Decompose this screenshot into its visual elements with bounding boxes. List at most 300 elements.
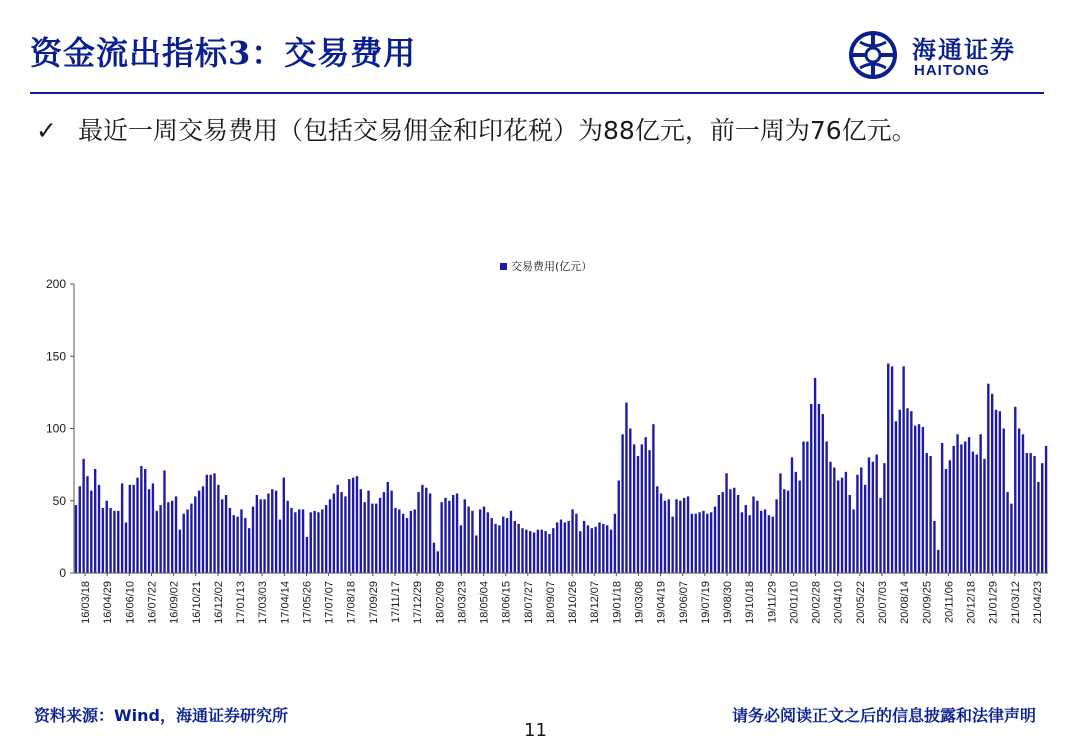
x-tick-label: 16/07/22 [146, 581, 159, 624]
bar [610, 530, 612, 573]
bar [918, 424, 920, 573]
bar [764, 509, 766, 573]
bar [614, 514, 616, 573]
bar [725, 473, 727, 573]
bar [860, 468, 862, 573]
bar [348, 479, 350, 573]
bar [102, 508, 104, 573]
bar [252, 507, 254, 573]
bar [852, 509, 854, 573]
x-tick-label: 17/11/17 [390, 581, 402, 624]
x-tick-label: 20/07/03 [877, 581, 889, 624]
y-tick-label: 150 [45, 349, 66, 364]
bar [983, 459, 985, 573]
bar [1037, 482, 1039, 573]
summary-text: 最近一周交易费用（包括交易佣金和印花税）为88亿元，前一周为76亿元。 [78, 116, 917, 145]
bar [398, 509, 400, 573]
bar [818, 404, 820, 573]
bar [926, 453, 928, 573]
x-tick-label: 18/07/27 [522, 581, 535, 624]
bar [806, 442, 808, 574]
bar [460, 525, 462, 573]
bar [960, 444, 962, 573]
bar [675, 499, 677, 573]
bar [294, 512, 296, 573]
bar [733, 488, 735, 573]
bar [333, 494, 335, 573]
bar [186, 509, 188, 573]
bar [109, 508, 111, 573]
bar [564, 522, 566, 573]
bar [933, 521, 935, 573]
bar [787, 491, 789, 573]
bar [125, 522, 127, 573]
bar [791, 457, 793, 573]
bar [267, 494, 269, 573]
source-note: 资料来源：Wind，海通证券研究所 [34, 706, 288, 725]
bar [972, 452, 974, 573]
bar [652, 424, 654, 573]
bar [206, 475, 208, 573]
bar [421, 485, 423, 573]
bar [117, 511, 119, 573]
bar [394, 508, 396, 573]
bar [1029, 453, 1031, 573]
bar [991, 394, 993, 573]
bar [618, 481, 620, 573]
bar [183, 514, 185, 573]
bar [367, 491, 369, 573]
bar [525, 530, 527, 573]
bar [375, 504, 377, 573]
bar [417, 492, 419, 573]
bar [1022, 434, 1024, 573]
bar [641, 444, 643, 573]
header-divider [30, 92, 1044, 94]
bar [976, 455, 978, 573]
bar [710, 512, 712, 573]
page-title: 资金流出指标3：交易费用 [30, 34, 417, 72]
bar [1003, 429, 1005, 574]
bar [822, 414, 824, 573]
x-tick-label: 21/01/29 [987, 581, 1000, 624]
check-icon: ✓ [36, 116, 57, 145]
bar [772, 517, 774, 573]
bar [729, 489, 731, 573]
bar [756, 501, 758, 573]
bar [113, 511, 115, 573]
x-tick-label: 17/12/29 [412, 581, 425, 624]
bar [290, 508, 292, 573]
bar [883, 463, 885, 573]
bar [645, 437, 647, 573]
logo-english-name: HAITONG [914, 62, 990, 79]
bar [633, 444, 635, 573]
page-number: 11 [524, 720, 547, 741]
bar [202, 486, 204, 573]
bar [521, 528, 523, 573]
x-tick-label: 20/05/22 [854, 581, 867, 624]
bar [537, 530, 539, 573]
bar [856, 475, 858, 573]
bar [810, 404, 812, 573]
bar [414, 509, 416, 573]
bar [275, 491, 277, 573]
bar [121, 483, 123, 573]
x-tick-label: 20/12/18 [965, 581, 978, 624]
x-tick-label: 17/07/07 [323, 581, 336, 624]
x-tick-label: 20/11/06 [943, 581, 956, 624]
bar [752, 496, 754, 573]
bar [895, 421, 897, 573]
y-tick-label: 50 [52, 493, 66, 508]
bar [82, 459, 84, 573]
bar [240, 509, 242, 573]
bar [702, 511, 704, 573]
bar [879, 498, 881, 573]
bar [1045, 446, 1047, 573]
bar [179, 530, 181, 573]
bar [233, 515, 235, 573]
bar [467, 507, 469, 573]
x-axis [74, 573, 1048, 624]
bar [410, 511, 412, 573]
bar [802, 442, 804, 574]
x-tick-label: 16/09/02 [168, 581, 181, 624]
bar [317, 512, 319, 573]
x-tick-label: 17/09/29 [367, 581, 380, 624]
bar [483, 507, 485, 573]
bar [548, 534, 550, 573]
y-tick-label: 100 [45, 421, 66, 436]
bar [875, 455, 877, 573]
bar [236, 517, 238, 573]
bar [718, 495, 720, 573]
bar [952, 446, 954, 573]
bar [552, 528, 554, 573]
bar [775, 499, 777, 573]
logo-chinese-name: 海通证券 [912, 35, 1016, 64]
x-tick-label: 17/08/18 [345, 581, 358, 624]
x-tick-label: 18/10/26 [567, 581, 580, 624]
x-tick-label: 16/04/29 [102, 581, 115, 624]
bar [902, 366, 904, 573]
x-tick-label: 18/03/23 [456, 581, 469, 624]
bar [452, 495, 454, 573]
bar [487, 512, 489, 573]
bar [390, 491, 392, 573]
bar [849, 495, 851, 573]
bar [298, 509, 300, 573]
x-tick-label: 20/02/28 [810, 581, 823, 624]
bar [90, 491, 92, 573]
bar [494, 524, 496, 573]
haitong-logo-icon [848, 30, 898, 80]
bar [229, 508, 231, 573]
bar [664, 501, 666, 573]
bar-series [75, 363, 1048, 573]
bar [922, 427, 924, 573]
bar [979, 434, 981, 573]
x-tick-label: 20/09/25 [921, 581, 934, 624]
bar [329, 499, 331, 573]
bar [310, 512, 312, 573]
bar [379, 498, 381, 573]
trading-fee-chart [30, 258, 1060, 678]
bar [679, 501, 681, 573]
bar [456, 494, 458, 573]
bar [741, 512, 743, 573]
bar [313, 511, 315, 573]
bar [760, 511, 762, 573]
bar [337, 485, 339, 573]
x-tick-label: 18/06/15 [500, 581, 513, 624]
bar [575, 514, 577, 573]
bar [825, 442, 827, 574]
bar [698, 512, 700, 573]
bar [498, 525, 500, 573]
bar [656, 486, 658, 573]
bar [956, 434, 958, 573]
bar [175, 496, 177, 573]
bar [225, 495, 227, 573]
chart-legend [500, 259, 592, 273]
bar [671, 517, 673, 573]
bar [1006, 492, 1008, 573]
bar [683, 498, 685, 573]
bar [221, 499, 223, 573]
bar [602, 524, 604, 573]
bar [352, 478, 354, 573]
bar [475, 535, 477, 573]
legend-swatch [500, 263, 507, 270]
bar [529, 531, 531, 573]
bar [79, 486, 81, 573]
bar [695, 514, 697, 573]
bar [833, 468, 835, 573]
x-tick-label: 18/12/07 [589, 581, 602, 624]
x-tick-label: 19/03/08 [633, 581, 646, 624]
bar [171, 501, 173, 573]
x-tick-label: 19/07/19 [699, 581, 712, 624]
bar [625, 402, 627, 573]
bar [899, 410, 901, 573]
bar [591, 528, 593, 573]
x-tick-label: 21/04/23 [1031, 581, 1044, 624]
bar [433, 543, 435, 573]
bar [714, 507, 716, 573]
bar [783, 489, 785, 573]
x-tick-label: 18/09/07 [544, 581, 557, 624]
bar [283, 478, 285, 573]
bar [798, 481, 800, 573]
bar [829, 462, 831, 573]
bar [579, 531, 581, 573]
bar [621, 434, 623, 573]
x-tick-label: 16/03/18 [80, 581, 93, 624]
bar [968, 437, 970, 573]
bar [837, 481, 839, 573]
bar [891, 366, 893, 573]
x-tick-label: 20/08/14 [899, 581, 912, 624]
bar [949, 460, 951, 573]
bar [213, 473, 215, 573]
bar [256, 495, 258, 573]
bar [864, 485, 866, 573]
x-tick-label: 18/05/04 [478, 581, 491, 624]
x-tick-label: 19/06/07 [677, 581, 690, 624]
bar [132, 485, 134, 573]
bar [1041, 463, 1043, 573]
bar [344, 496, 346, 573]
bar [568, 521, 570, 573]
bar [75, 505, 77, 573]
bar [748, 515, 750, 573]
bar [637, 456, 639, 573]
bar [1014, 407, 1016, 573]
bar [279, 520, 281, 573]
bar [190, 504, 192, 573]
bar [868, 457, 870, 573]
bar [340, 492, 342, 573]
bar [286, 501, 288, 573]
x-tick-label: 16/10/21 [190, 581, 203, 624]
bar [929, 456, 931, 573]
bar [502, 517, 504, 573]
bar [271, 489, 273, 573]
x-tick-label: 17/03/03 [257, 581, 270, 624]
bar [194, 496, 196, 573]
bar [136, 478, 138, 573]
bar [594, 527, 596, 573]
bar [587, 525, 589, 573]
bar [129, 485, 131, 573]
bar [571, 509, 573, 573]
bar [140, 466, 142, 573]
bar [244, 518, 246, 573]
x-tick-label: 19/01/18 [611, 581, 624, 624]
x-tick-label: 17/05/26 [301, 581, 314, 624]
disclaimer-note: 请务必阅读正文之后的信息披露和法律声明 [731, 706, 1036, 725]
bar [144, 469, 146, 573]
bar [163, 470, 165, 573]
x-tick-label: 21/03/12 [1009, 581, 1022, 624]
bar [706, 514, 708, 573]
bar [444, 498, 446, 573]
bar [768, 515, 770, 573]
bar [94, 469, 96, 573]
bar [533, 533, 535, 573]
x-tick-label: 16/06/10 [124, 581, 137, 624]
bar [937, 550, 939, 573]
bar [464, 499, 466, 573]
bar [406, 518, 408, 573]
bar [510, 511, 512, 573]
bar [260, 499, 262, 573]
bar [941, 443, 943, 573]
bar [429, 494, 431, 573]
y-tick-label: 200 [45, 277, 66, 291]
bar [906, 408, 908, 573]
bar [556, 522, 558, 573]
bar [517, 524, 519, 573]
bar [448, 501, 450, 573]
bar [910, 411, 912, 573]
bar [606, 525, 608, 573]
bar [1033, 456, 1035, 573]
bar [209, 475, 211, 573]
bar [156, 511, 158, 573]
bar [560, 520, 562, 573]
bar [795, 472, 797, 573]
x-tick-label: 19/10/18 [744, 581, 757, 624]
x-tick-label: 20/04/10 [832, 581, 845, 624]
haitong-logo [848, 28, 1048, 88]
bar [217, 485, 219, 573]
bar [722, 492, 724, 573]
bar [629, 429, 631, 574]
bar [471, 511, 473, 573]
bar [325, 505, 327, 573]
bar [86, 476, 88, 573]
bar [356, 476, 358, 573]
bar [383, 492, 385, 573]
bar [402, 514, 404, 573]
bar [1010, 504, 1012, 573]
x-tick-label: 16/12/02 [212, 581, 225, 624]
bar [363, 502, 365, 573]
bar [306, 537, 308, 573]
bar [914, 426, 916, 573]
x-tick-label: 18/02/09 [434, 581, 447, 624]
x-tick-label: 17/04/14 [279, 581, 292, 624]
bar [945, 469, 947, 573]
bar [995, 410, 997, 573]
bar [506, 518, 508, 573]
bar [648, 450, 650, 573]
bar [745, 505, 747, 573]
bar [691, 514, 693, 573]
x-tick-label: 19/08/30 [722, 581, 734, 624]
bar [660, 494, 662, 573]
bar [437, 551, 439, 573]
x-tick-label: 19/04/19 [655, 581, 668, 624]
bar [479, 509, 481, 573]
bar [814, 378, 816, 573]
bar [779, 473, 781, 573]
bar [887, 363, 889, 573]
y-tick-label: 0 [59, 566, 66, 580]
bar [845, 472, 847, 573]
bar [598, 522, 600, 573]
bar [302, 509, 304, 573]
x-tick-label: 20/01/10 [788, 581, 801, 624]
bar [583, 521, 585, 573]
bar [321, 509, 323, 573]
bar [148, 489, 150, 573]
bar [541, 530, 543, 573]
bar [371, 504, 373, 573]
bar [841, 478, 843, 573]
y-axis [46, 277, 74, 580]
bar [987, 384, 989, 573]
summary-bullet [36, 112, 996, 150]
bar [687, 496, 689, 573]
bar [964, 442, 966, 574]
bar [248, 528, 250, 573]
bar [544, 531, 546, 573]
bar [440, 502, 442, 573]
